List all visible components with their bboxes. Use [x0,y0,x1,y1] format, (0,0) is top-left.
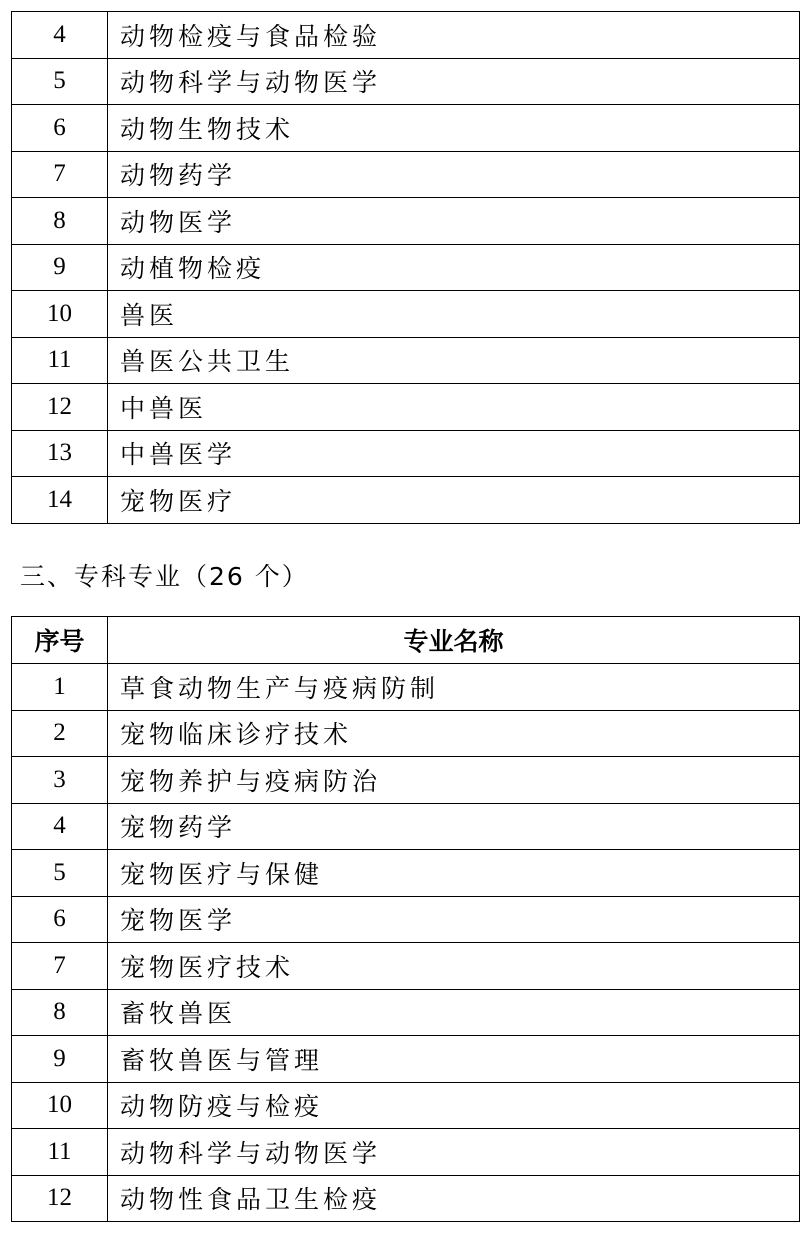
undergraduate-majors-table [11,11,800,524]
table-row [12,896,800,943]
major-name: 动物药学 [108,151,800,198]
row-number: 1 [12,664,108,711]
major-name: 动物科学与动物医学 [108,1129,800,1176]
row-number: 9 [12,1036,108,1083]
table-row [12,803,800,850]
major-name: 兽医公共卫生 [108,337,800,384]
row-number: 8 [12,989,108,1036]
row-number: 2 [12,710,108,757]
table-row [12,757,800,804]
major-name: 动物防疫与检疫 [108,1082,800,1129]
major-name: 畜牧兽医 [108,989,800,1036]
table-row [12,430,800,477]
row-number: 8 [12,198,108,245]
row-number: 11 [12,1129,108,1176]
major-name: 动物检疫与食品检验 [108,12,800,59]
row-number: 10 [12,291,108,338]
column-header-major-name: 专业名称 [108,617,800,664]
table-row [12,337,800,384]
row-number: 12 [12,384,108,431]
table-row [12,151,800,198]
section-heading: 三、专科专业（26 个） [20,562,309,591]
table-row [12,1082,800,1129]
row-number: 3 [12,757,108,804]
major-name: 兽医 [108,291,800,338]
row-number: 14 [12,477,108,524]
row-number: 5 [12,850,108,897]
table-row [12,198,800,245]
row-number: 12 [12,1175,108,1222]
table-row [12,384,800,431]
row-number: 7 [12,943,108,990]
major-name: 宠物养护与疫病防治 [108,757,800,804]
table-row [12,1175,800,1222]
row-number: 11 [12,337,108,384]
table-row [12,1036,800,1083]
table-row [12,710,800,757]
major-name: 动物生物技术 [108,105,800,152]
row-number: 4 [12,803,108,850]
table-row [12,850,800,897]
row-number: 6 [12,105,108,152]
row-number: 13 [12,430,108,477]
table-row [12,244,800,291]
table-row [12,477,800,524]
table-row [12,58,800,105]
table-row [12,1129,800,1176]
major-name: 动物医学 [108,198,800,245]
major-name: 中兽医 [108,384,800,431]
table-row [12,943,800,990]
major-name: 动植物检疫 [108,244,800,291]
associate-majors-table [11,616,800,1222]
major-name: 动物科学与动物医学 [108,58,800,105]
major-name: 宠物医疗技术 [108,943,800,990]
major-name: 草食动物生产与疫病防制 [108,664,800,711]
table-row [12,664,800,711]
row-number: 6 [12,896,108,943]
major-name: 中兽医学 [108,430,800,477]
major-name: 动物性食品卫生检疫 [108,1175,800,1222]
row-number: 4 [12,12,108,59]
major-name: 宠物医疗与保健 [108,850,800,897]
column-header-number: 序号 [12,617,108,664]
table-row [12,989,800,1036]
table-header-row [12,617,800,664]
row-number: 7 [12,151,108,198]
major-name: 宠物医疗 [108,477,800,524]
major-name: 畜牧兽医与管理 [108,1036,800,1083]
row-number: 9 [12,244,108,291]
major-name: 宠物医学 [108,896,800,943]
table-row [12,12,800,59]
table-row [12,291,800,338]
table-row [12,105,800,152]
major-name: 宠物药学 [108,803,800,850]
row-number: 5 [12,58,108,105]
row-number: 10 [12,1082,108,1129]
major-name: 宠物临床诊疗技术 [108,710,800,757]
